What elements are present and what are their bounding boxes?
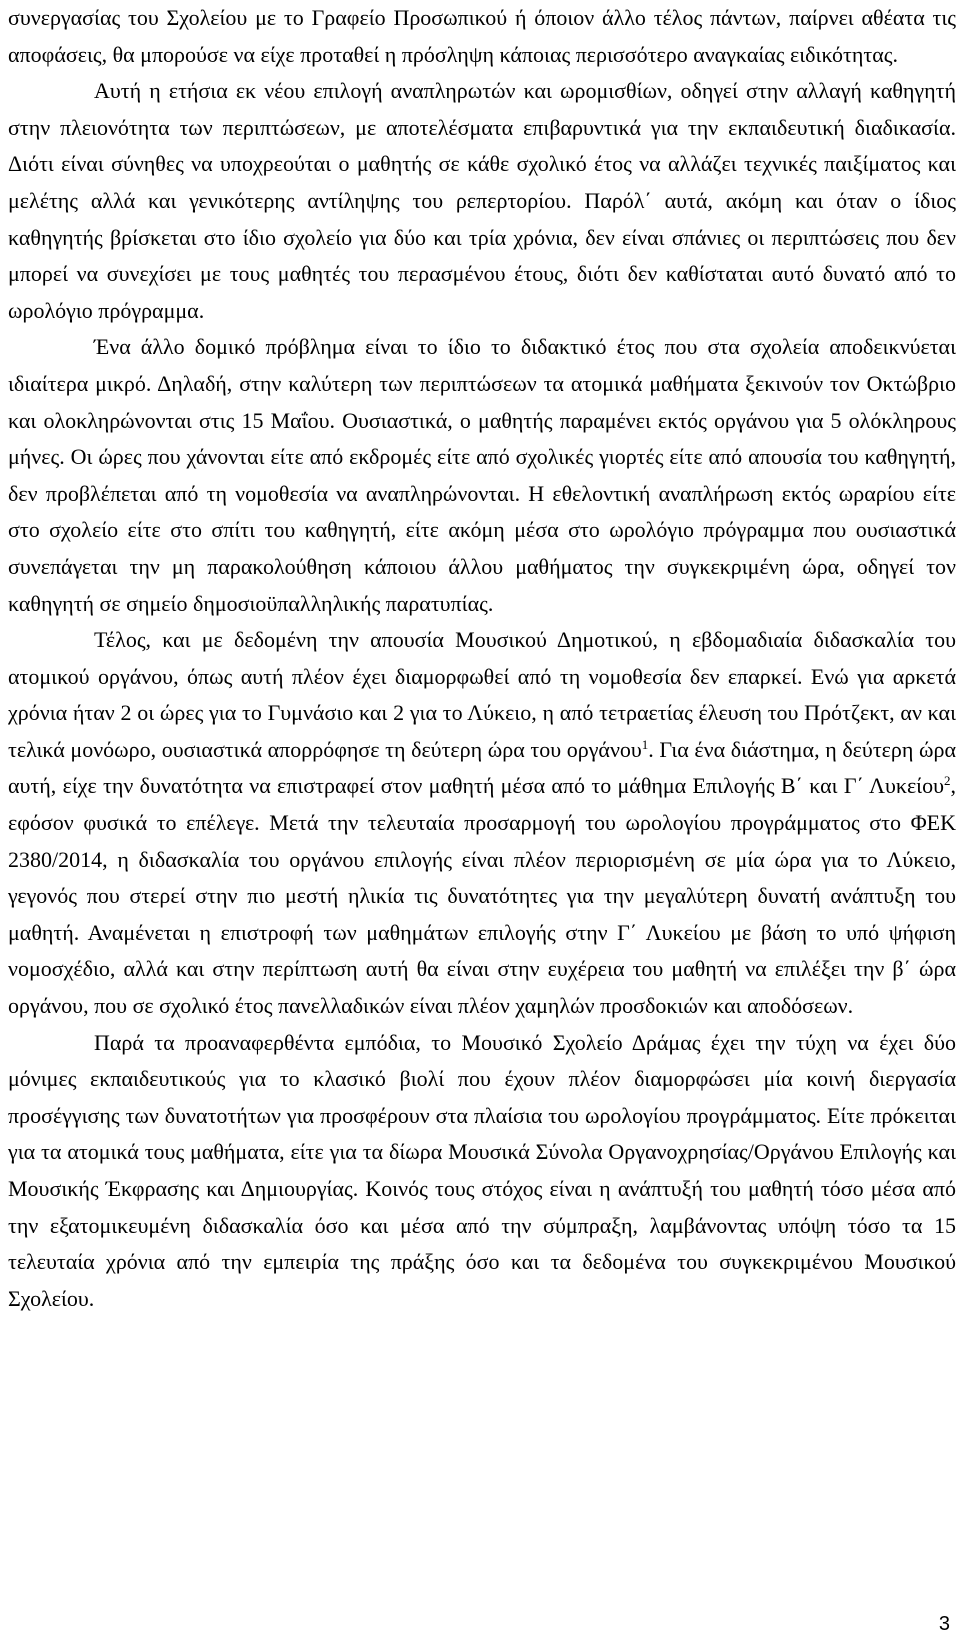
paragraph-text: Παρά τα προαναφερθέντα εμπόδια, το Μουσικό Σχολείο Δράμας έχει την τύχη να έχει δύο μόνιμες εκπαιδευτικούς για το κλασικό βιολί που έχουν πλέον διαμορφώσει μία κοινή διεργασία προσέγγισης των δυνατοτήτων για προσφέρουν στα πλαίσια του ωρολογίου προγράμματος. Είτε πρόκειται για τα ατομικά τους μαθήματα, είτε για τα δίωρα Μουσικά Σύνολα Οργανοχρησίας/Οργάνου Επιλογής και Μουσικής Έκφρασης και Δημιουργίας. Κοινός τους στόχος είναι η ανάπτυξή του μαθητή τόσο μέσα από την εξατομικευμένη διδασκαλία όσο και μέσα από την σύμπραξη, λαμβάνοντας υπόψη τόσο τα 15 τελευταία χρόνια από την εμπειρία της πράξης όσο και τα δεδομένα του συγκεκριμένου Μουσικού Σχολείου. (8, 1029, 956, 1311)
footnote-reference: 1 (641, 736, 649, 752)
paragraph-1 (8, 0, 956, 73)
paragraph-4 (8, 622, 956, 1025)
footnote-reference: 2 (944, 773, 951, 789)
paragraph-text: συνεργασίας του Σχολείου με το Γραφείο Προσωπικού ή όποιον άλλο τέλος πάντων, παίρνει αθέατα τις αποφάσεις, θα μπορούσε να είχε προταθεί η πρόσληψη κάποιας περισσότερο αναγκαίας ειδικότητας. (8, 5, 956, 67)
page-number: 3 (938, 1613, 950, 1635)
paragraph-2 (8, 73, 956, 329)
paragraph-text: . Για ένα διάστημα, η δεύτερη ώρα αυτή, είχε την δυνατότητα να επιστραφεί στον μαθητή μέσα από το μάθημα Επιλογής Β΄ και Γ΄ Λυκείου (8, 736, 956, 799)
paragraph-3 (8, 329, 956, 622)
paragraph-5 (8, 1025, 956, 1318)
paragraph-text: Ένα άλλο δομικό πρόβλημα είναι το ίδιο το διδακτικό έτος που στα σχολεία αποδεικνύεται ιδιαίτερα μικρό. Δηλαδή, στην καλύτερη των περιπτώσεων τα ατομικά μαθήματα ξεκινούν τον Οκτώβριο και ολοκληρώνονται στις 15 Μαΐου. Ουσιαστικά, ο μαθητής παραμένει εκτός οργάνου για 5 ολόκληρους μήνες. Οι ώρες που χάνονται είτε από εκδρομές είτε από σχολικές γιορτές είτε από απουσία του καθηγητή, δεν προβλέπεται από τη νομοθεσία να αναπληρώνονται. Η εθελοντική αναπλήρωση εκτός ωραρίου είτε στο σχολείο είτε στο σπίτι του καθηγητή, είτε ακόμη μέσα στο ωρολόγιο πρόγραμμα που ουσιαστικά συνεπάγεται την μη παρακολούθηση κάποιου άλλου μαθήματος την συγκεκριμένη ώρα, οδηγεί τον καθηγητή σε σημείο δημοσιοϋπαλληλικής παρατυπίας. (8, 334, 956, 616)
paragraph-text: Αυτή η ετήσια εκ νέου επιλογή αναπληρωτών και ωρομισθίων, οδηγεί στην αλλαγή καθηγητή στην πλειονότητα των περιπτώσεων, με αποτελέσματα επιβαρυντικά για την εκπαιδευτική διαδικασία. Διότι είναι σύνηθες να υποχρεούται ο μαθητής σε κάθε σχολικό έτος να αλλάζει τεχνικές παιξίματος και μελέτης αλλά και γενικότερης αντίληψης του ρεπερτορίου. Παρόλ΄ αυτά, ακόμη και όταν ο ίδιος καθηγητής βρίσκεται στο ίδιο σχολείο για δύο και τρία χρόνια, δεν είναι σπάνιες οι περιπτώσεις που δεν μπορεί να συνεχίσει με τους μαθητές του περασμένου έτους, διότι δεν καθίσταται αυτό δυνατό από το ωρολόγιο πρόγραμμα. (8, 78, 956, 323)
paragraph-text: , εφόσον φυσικά το επέλεγε. Μετά την τελευταία προσαρμογή του ωρολογίου προγράμματος στο ΦΕΚ 2380/2014, η διδασκαλία του οργάνου επιλογής είναι πλέον περιορισμένη σε μία ώρα για το Λύκειο, γεγονός που στερεί στην πιο μεστή ηλικία τις δυνατότητες για την μεγαλύτερη δυνατή ανάπτυξη του μαθητή. Αναμένεται η επιστροφή των μαθημάτων επιλογής στην Γ΄ Λυκείου με βάση το υπό ψήφιση νομοσχέδιο, αλλά και στην περίπτωση αυτή θα είναι στην ευχέρεια του μαθητή να επιλέξει την β΄ ώρα οργάνου, που σε σχολικό έτος πανελλαδικών είναι πλέον χαμηλών προσδοκιών και αποδόσεων. (8, 773, 956, 1019)
paragraph-text: Τέλος, και με δεδομένη την απουσία Μουσικού Δημοτικού, η εβδομαδιαία διδασκαλία του ατομικού οργάνου, όπως αυτή πλέον έχει διαμορφωθεί από τη νομοθεσία δεν επαρκεί. Ενώ για αρκετά χρόνια ήταν 2 οι ώρες για το Γυμνάσιο και 2 για το Λύκειο, η από τετραετίας έλευση του Πρότζεκτ, αν και τελικά μονόωρο, ουσιαστικά απορρόφησε τη δεύτερη ώρα του οργάνου (8, 627, 956, 762)
document-page (8, 0, 956, 1317)
